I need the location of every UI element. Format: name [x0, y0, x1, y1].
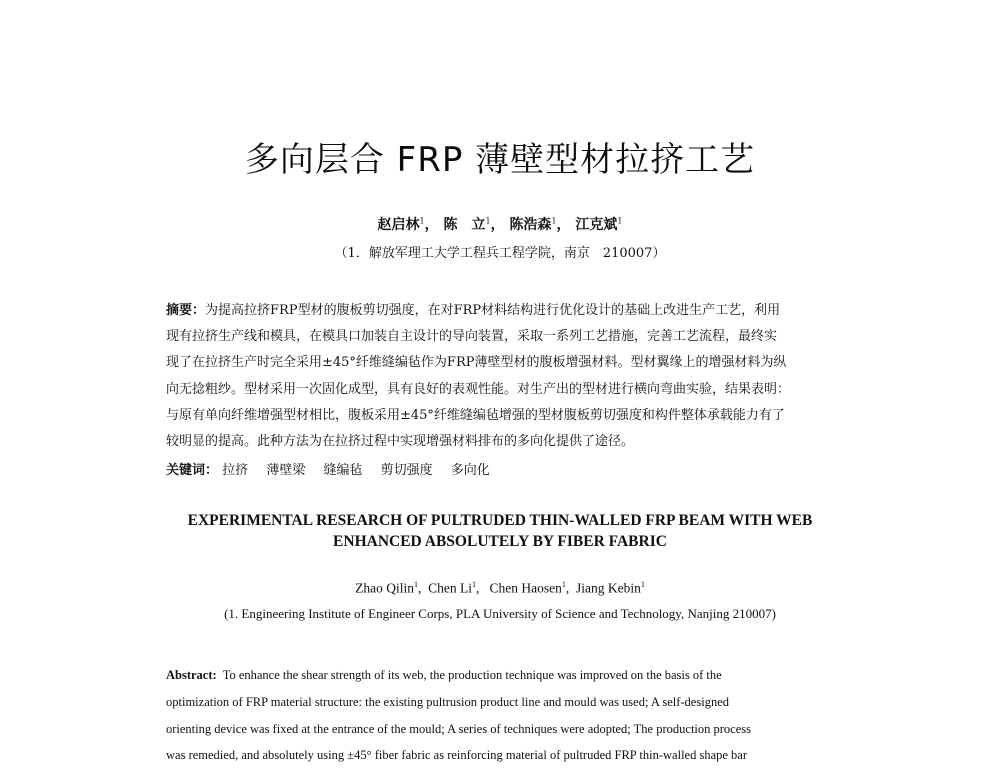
en-abstract-line: Abstract: To enhance the shear strength of its web, the production technique was improved on the basis of the [166, 668, 722, 682]
en-abstract-line: orienting device was fixed at the entrance of the mould; A series of techniques were adopted; The production process [166, 721, 751, 736]
en-author: Zhao Qilin [355, 580, 414, 596]
en-author: Chen Li [428, 580, 472, 596]
cn-keyword: 缝编毡 [323, 463, 363, 478]
cn-abstract-line: 摘要：为提高拉挤FRP型材的腹板剪切强度，在对FRP材料结构进行优化设计的基础上改进生产工艺，利用 [166, 303, 781, 318]
en-authors: Zhao Qilin$^1$, Chen Li$^1$, Chen Haosen$^1$, Jiang Kebin$^1$ [355, 580, 645, 596]
en-title-line: ENHANCED ABSOLUTELY BY FIBER FABRIC [333, 533, 667, 550]
en-author-sup: 1 [472, 580, 476, 589]
en-author: Chen Haosen [489, 580, 562, 596]
en-title [0, 510, 1000, 552]
cn-keywords-label: 关键词： [166, 463, 219, 478]
cn-keyword: 剪切强度 [380, 463, 433, 478]
cn-affiliation: （1．解放军理工大学工程兵工程学院，南京 210007） [334, 246, 666, 261]
cn-keyword: 多向化 [450, 463, 490, 478]
en-abstract-label: Abstract: [166, 668, 217, 682]
cn-authors: 赵启林$^1$， 陈 立$^1$， 陈浩森$^1$， 江克斌$^1$ [377, 216, 623, 233]
cn-keywords [166, 459, 504, 478]
cn-author: 陈浩森 [509, 217, 552, 233]
cn-abstract-line: 较明显的提高。此种方法为在拉挤过程中实现增强材料排布的多向化提供了途径。 [166, 434, 635, 450]
en-abstract-line: was remedied, and absolutely using ±45° fiber fabric as reinforcing material of pultruded FRP thin-walled shape bar [166, 748, 748, 763]
cn-abstract-line: 现了在拉挤生产时完全采用±45°纤维缝编毡作为FRP薄壁型材的腹板增强材料。型材翼缘上的增强材料为纵 [166, 355, 787, 371]
en-abstract-line: optimization of FRP material structure: the existing pultrusion product line and mould was used; A self-designed [166, 694, 729, 709]
cn-author: 江克斌 [575, 217, 618, 233]
cn-author-sup: 1 [551, 216, 557, 226]
en-author-sup: 1 [640, 580, 645, 589]
en-affiliation: (1. Engineering Institute of Engineer Corps, PLA University of Science and Technology, Nanjing 210007) [224, 606, 776, 621]
en-title-line: EXPERIMENTAL RESEARCH OF PULTRUDED THIN-WALLED FRP BEAM WITH WEB [187, 512, 813, 529]
cn-author: 赵启林 [377, 217, 420, 233]
en-abstract [166, 662, 834, 769]
cn-keyword: 拉挤 [222, 463, 249, 478]
en-author-sup: 1 [561, 580, 566, 589]
cn-abstract-label: 摘要： [166, 303, 206, 318]
cn-title: 多向层合 FRP 薄壁型材拉挤工艺 [244, 140, 756, 180]
cn-keyword: 薄壁梁 [266, 463, 306, 478]
en-author: Jiang Kebin [575, 580, 641, 596]
cn-abstract-line: 向无捻粗纱。型材采用一次固化成型，具有良好的表观性能。对生产出的型材进行横向弯曲实验，结果表明： [166, 381, 791, 397]
cn-author: 陈 立 [443, 217, 486, 233]
en-author-sup: 1 [414, 580, 418, 589]
cn-abstract-line: 现有拉挤生产线和模具，在模具口加装自主设计的导向装置，采取一系列工艺措施，完善工艺流程，最终实 [166, 329, 778, 345]
cn-author-sup: 1 [419, 216, 425, 226]
cn-abstract [166, 298, 830, 455]
cn-author-sup: 1 [485, 216, 491, 226]
cn-abstract-line: 与原有单向纤维增强型材相比，腹板采用±45°纤维缝编毡增强的型材腹板剪切强度和构件整体承载能力有了 [166, 407, 785, 423]
cn-author-sup: 1 [617, 216, 623, 226]
